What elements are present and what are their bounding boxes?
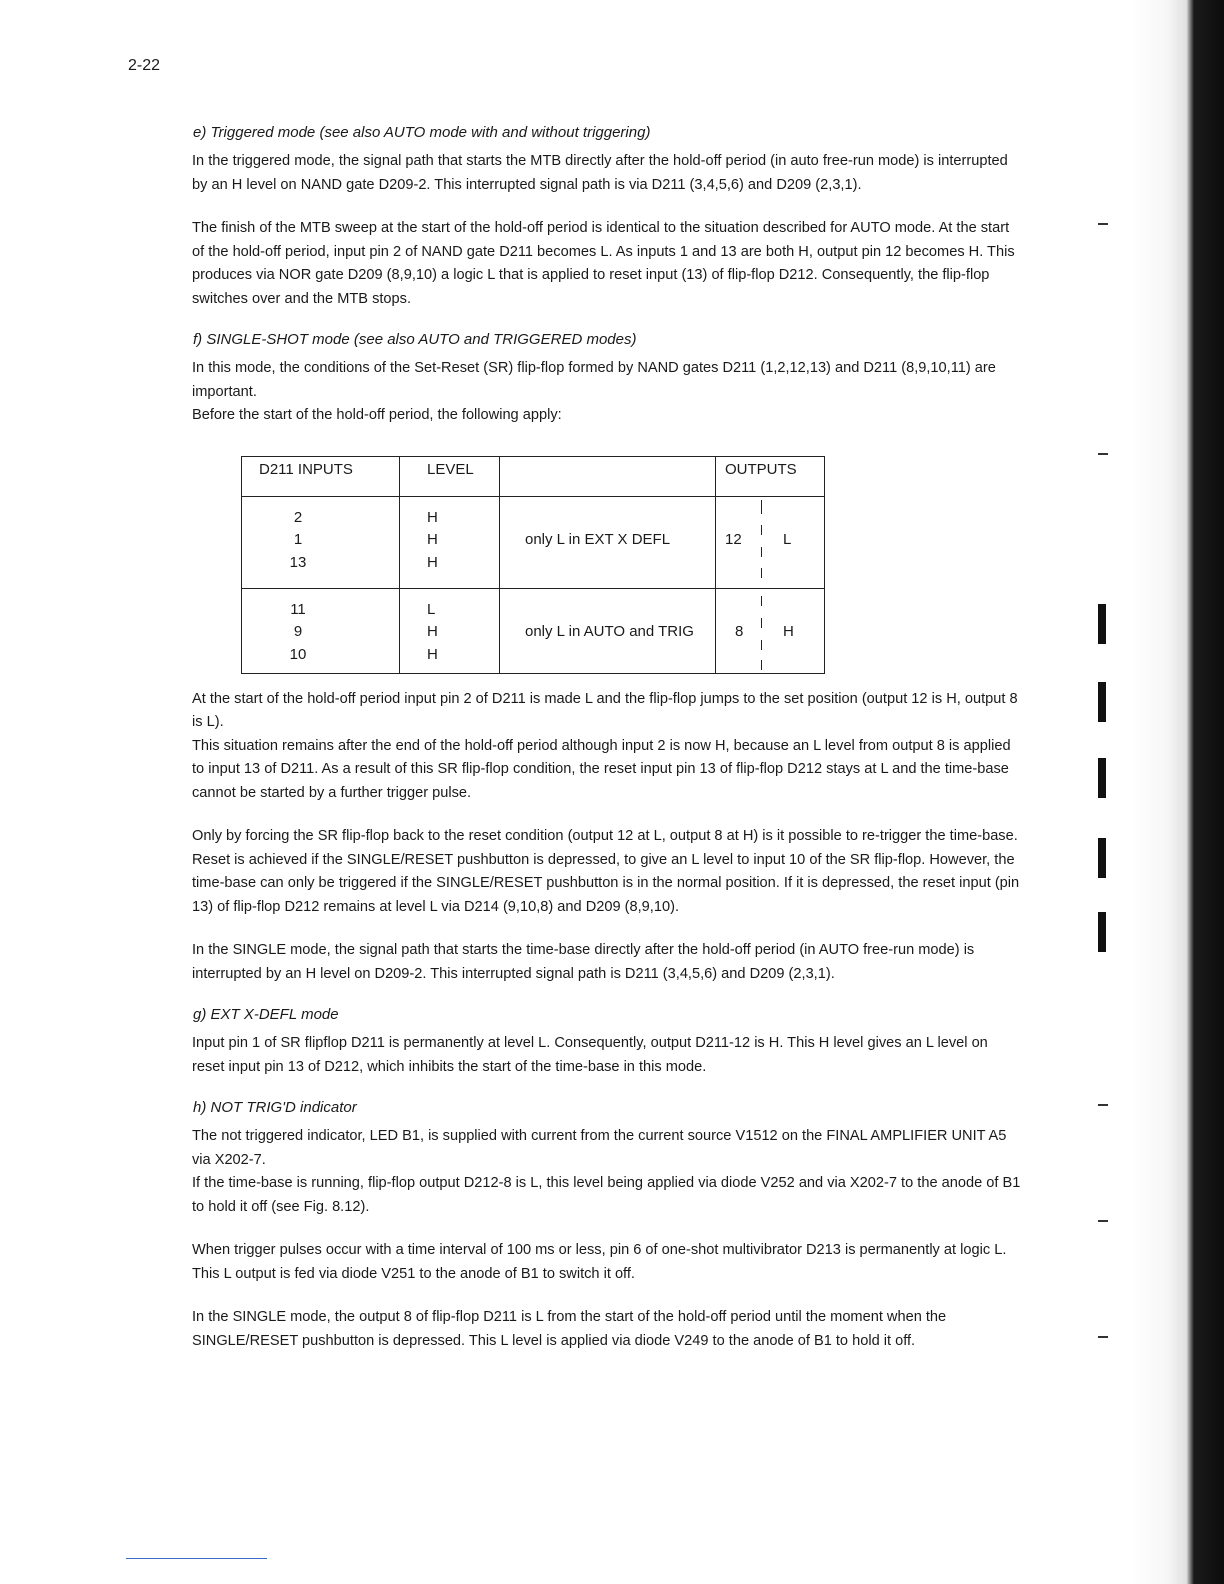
section-h-paragraph: The not triggered indicator, LED B1, is supplied with current from the current source V1512 on the FINAL AMPLIFIER UNIT A5 via X202-7.	[192, 1128, 1007, 1168]
footer-rule	[126, 1558, 267, 1559]
table-border	[241, 456, 825, 674]
section-g-paragraph: Input pin 1 of SR flipflop D211 is permanently at level L. Consequently, output D211-12 is H. This H level gives an L level on reset input pin 13 of D212, which inhibits the start of the time-base in this mode.	[192, 1035, 988, 1075]
table-divider	[241, 588, 825, 589]
input-pin: 13	[289, 553, 307, 571]
output-level: H	[783, 622, 794, 640]
scan-edge-shadow	[1130, 0, 1224, 1584]
section-e-heading: e) Triggered mode (see also AUTO mode with and without triggering)	[193, 124, 651, 141]
input-level: H	[427, 645, 438, 663]
section-g-heading: g) EXT X-DEFL mode	[193, 1006, 339, 1023]
dash-mark	[399, 628, 400, 638]
dash-mark	[761, 640, 762, 650]
dash-mark	[399, 559, 400, 569]
section-e-paragraph: The finish of the MTB sweep at the start of the hold-off period is identical to the situation described for AUTO mode. At the start of the hold-off period, input pin 2 of NAND gate D211 becomes L. As inputs 1 and 13 are both H, output pin 12 becomes H. This produces via NOR gate D209 (8,9,10) a logic L that is applied to reset input (13) of flip-flop D212. Consequently, the flip-flop switches over and the MTB stops.	[192, 220, 1015, 307]
section-f-paragraph: In the SINGLE mode, the signal path that starts the time-base directly after the hold-off period (in AUTO free-run mode) is interrupted by an H level on D209-2. This interrupted signal path is D211 (3,4,5,6) and D209 (2,3,1).	[192, 942, 975, 982]
scan-mark	[1098, 682, 1106, 722]
input-pin: 9	[293, 622, 303, 640]
input-level: L	[427, 600, 436, 618]
input-pin: 1	[293, 530, 303, 548]
table-divider	[499, 456, 500, 674]
dash-mark	[399, 606, 400, 616]
scan-tick	[1098, 223, 1108, 225]
section-e-paragraph: In the triggered mode, the signal path that starts the MTB directly after the hold-off period (in auto free-run mode) is interrupted by an H level on NAND gate D209-2. This interrupted signal path is via D211 (3,4,5,6) and D209 (2,3,1).	[192, 153, 1008, 193]
section-f-paragraph: At the start of the hold-off period input pin 2 of D211 is made L and the flip-flop jumps to the set position (output 12 is H, output 8 is L).	[192, 690, 1018, 730]
condition-text: only L in AUTO and TRIG	[525, 622, 694, 640]
header-level: LEVEL	[427, 460, 474, 478]
input-level: H	[427, 553, 438, 571]
scan-mark	[1098, 758, 1106, 798]
dash-mark	[761, 660, 762, 670]
dash-mark	[761, 525, 762, 535]
output-pin: 12	[725, 530, 742, 548]
output-pin: 8	[735, 622, 744, 640]
scan-mark	[1098, 912, 1106, 952]
scan-tick	[1098, 453, 1108, 455]
table-divider	[715, 456, 716, 674]
section-f-heading: f) SINGLE-SHOT mode (see also AUTO and TRIGGERED modes)	[193, 331, 637, 348]
section-h-paragraph: If the time-base is running, flip-flop output D212-8 is L, this level being applied via diode V252 and via X202-7 to the anode of B1 to hold it off (see Fig. 8.12).	[192, 1175, 1021, 1215]
input-pin: 11	[290, 600, 306, 618]
dash-mark	[761, 596, 762, 606]
dash-mark	[761, 568, 762, 578]
section-h-paragraph: In the SINGLE mode, the output 8 of flip-flop D211 is L from the start of the hold-off period until the moment when the SINGLE/RESET pushbutton is depressed. This L level is applied via diode V249 to the anode of B1 to hold it off.	[192, 1309, 947, 1349]
input-pin: 10	[289, 645, 307, 663]
condition-text: only L in EXT X DEFL	[525, 530, 671, 548]
input-level: H	[427, 622, 438, 640]
dash-mark	[761, 618, 762, 628]
output-level: L	[783, 530, 792, 548]
section-f-paragraph: This situation remains after the end of the hold-off period although input 2 is now H, because an L level from output 8 is applied to input 13 of D211. As a result of this SR flip-flop condition, the reset input pin 13 of flip-flop D212 stays at L and the time-base cannot be started by a further trigger pulse.	[192, 737, 1011, 801]
input-pin: 2	[293, 508, 303, 526]
page-number: 2-22	[128, 57, 161, 74]
d211-truth-table	[241, 456, 825, 674]
input-level: H	[427, 508, 438, 526]
header-outputs: OUTPUTS	[725, 460, 797, 478]
dash-mark	[761, 500, 762, 514]
scan-tick	[1098, 1104, 1108, 1106]
dash-mark	[399, 537, 400, 547]
scan-tick	[1098, 1336, 1108, 1338]
section-f-paragraph: Before the start of the hold-off period, the following apply:	[192, 407, 562, 423]
scan-mark	[1098, 604, 1106, 644]
input-level: H	[427, 530, 438, 548]
scan-tick	[1098, 1220, 1108, 1222]
dash-mark	[399, 514, 400, 524]
page-content	[191, 124, 1021, 1373]
section-f-paragraph: In this mode, the conditions of the Set-Reset (SR) flip-flop formed by NAND gates D211 (1,2,12,13) and D211 (8,9,10,11) are important.	[192, 360, 996, 400]
section-f-paragraph: Only by forcing the SR flip-flop back to the reset condition (output 12 at L, output 8 at H) is it possible to re-trigger the time-base. Reset is achieved if the SINGLE/RESET pushbutton is depressed, to give an L level to input 10 of the SR flip-flop. However, the time-base can only be triggered if the SINGLE/RESET pushbutton is in the normal position. If it is depressed, the reset input (pin 13) of flip-flop D212 remains at level L via D214 (9,10,8) and D209 (8,9,10).	[192, 828, 1020, 915]
table-divider	[241, 496, 825, 497]
dash-mark	[399, 651, 400, 661]
dash-mark	[761, 547, 762, 557]
section-h-heading: h) NOT TRIG'D indicator	[193, 1099, 357, 1116]
section-h-paragraph: When trigger pulses occur with a time interval of 100 ms or less, pin 6 of one-shot multivibrator D213 is permanently at logic L. This L output is fed via diode V251 to the anode of B1 to switch it off.	[192, 1242, 1007, 1282]
scan-mark	[1098, 838, 1106, 878]
header-inputs: D211 INPUTS	[259, 460, 353, 478]
